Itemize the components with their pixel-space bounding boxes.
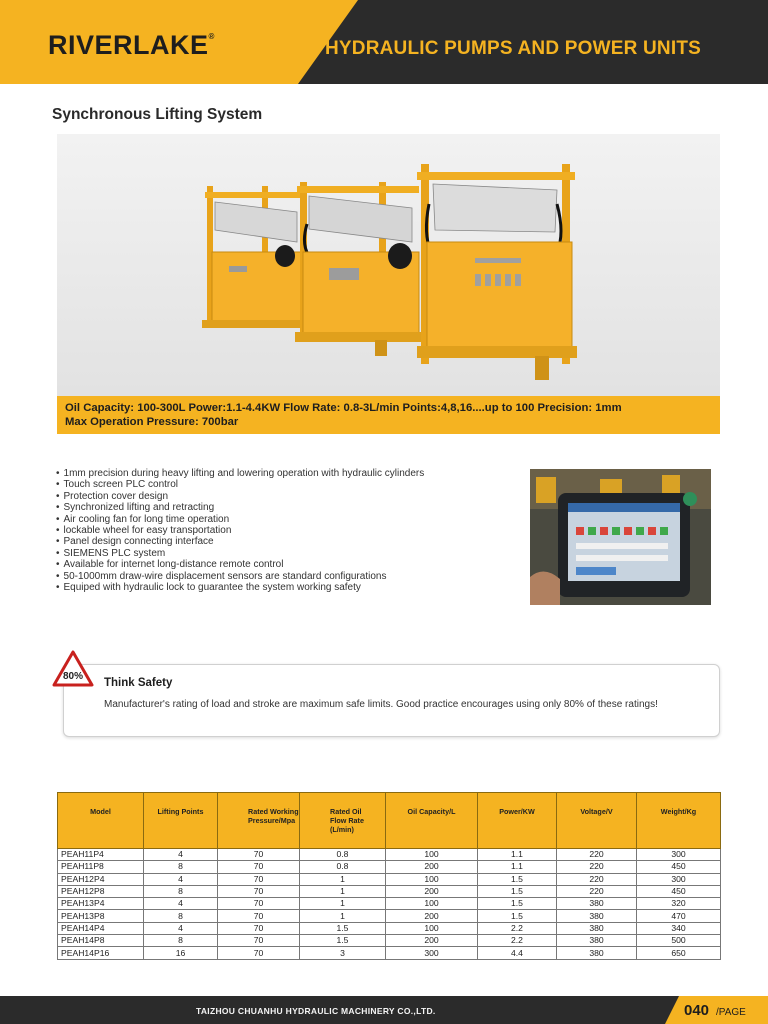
- table-cell: 70: [218, 861, 300, 873]
- table-cell: PEAH13P8: [58, 910, 144, 922]
- feature-item: • Equiped with hydraulic lock to guarantee the system working safety: [56, 582, 516, 593]
- table-cell: 100: [386, 873, 478, 885]
- table-cell: 220: [557, 873, 637, 885]
- table-cell: PEAH11P8: [58, 861, 144, 873]
- power-units-illustration: [57, 134, 720, 396]
- table-cell: 200: [386, 885, 478, 897]
- column-header-line: Oil Capacity/L: [407, 807, 456, 816]
- table-cell: 220: [557, 885, 637, 897]
- table-cell: 1.1: [478, 849, 557, 861]
- table-cell: 1: [300, 898, 386, 910]
- table-cell: 450: [637, 885, 721, 897]
- table-row: [58, 849, 721, 861]
- table-cell: 380: [557, 922, 637, 934]
- table-cell: PEAH14P16: [58, 947, 144, 959]
- table-cell: 2.2: [478, 922, 557, 934]
- table-cell: 200: [386, 861, 478, 873]
- column-header: [58, 793, 144, 849]
- feature-item: • Available for internet long-distance remote control: [56, 559, 516, 570]
- table-cell: 70: [218, 922, 300, 934]
- safety-title: Think Safety: [104, 677, 173, 689]
- table-cell: 380: [557, 898, 637, 910]
- feature-item: • lockable wheel for easy transportation: [56, 525, 516, 536]
- table-cell: 16: [144, 947, 218, 959]
- table-header-row: [58, 793, 721, 849]
- table-cell: 4: [144, 922, 218, 934]
- page-title: Synchronous Lifting System: [52, 106, 263, 123]
- table-cell: 380: [557, 947, 637, 959]
- table-cell: 200: [386, 910, 478, 922]
- column-header: [386, 793, 478, 849]
- table-cell: 650: [637, 947, 721, 959]
- plc-touchscreen-illustration: [530, 469, 711, 605]
- column-header-line: Rated Oil: [330, 807, 362, 816]
- table-cell: 300: [386, 947, 478, 959]
- table-cell: 1: [300, 885, 386, 897]
- table-cell: 380: [557, 910, 637, 922]
- feature-list: [56, 468, 516, 593]
- table-cell: 4: [144, 873, 218, 885]
- table-cell: 70: [218, 935, 300, 947]
- column-header-line: Model: [90, 807, 111, 816]
- table-row: [58, 935, 721, 947]
- table-cell: 220: [557, 849, 637, 861]
- spec-line-2: Max Operation Pressure: 700bar: [65, 415, 239, 428]
- table-cell: PEAH14P4: [58, 922, 144, 934]
- column-header-line: (L/min): [330, 825, 354, 834]
- table-cell: 8: [144, 935, 218, 947]
- feature-item: • Touch screen PLC control: [56, 479, 516, 490]
- table-cell: 320: [637, 898, 721, 910]
- page-label: /PAGE: [716, 1007, 746, 1018]
- feature-item: • Air cooling fan for long time operation: [56, 514, 516, 525]
- feature-item: • Protection cover design: [56, 491, 516, 502]
- table-cell: 70: [218, 947, 300, 959]
- column-header: [218, 793, 300, 849]
- warning-triangle-icon: [52, 650, 94, 688]
- table-row: [58, 885, 721, 897]
- table-cell: 1.5: [300, 922, 386, 934]
- table-cell: 380: [557, 935, 637, 947]
- brand-logo: RIVERLAKE®: [48, 30, 215, 60]
- table-cell: 1.5: [478, 898, 557, 910]
- table-row: [58, 922, 721, 934]
- feature-item: • 50-1000mm draw-wire displacement sensors are standard configurations: [56, 571, 516, 582]
- feature-item: • 1mm precision during heavy lifting and lowering operation with hydraulic cylinders: [56, 468, 516, 479]
- column-header-line: Flow Rate: [330, 816, 364, 825]
- spec-line-1: Oil Capacity: 100-300L Power:1.1-4.4KW Flow Rate: 0.8-3L/min Points:4,8,16....up to 100 Precision: 1mm: [65, 402, 622, 414]
- table-cell: 340: [637, 922, 721, 934]
- table-cell: 8: [144, 861, 218, 873]
- table-cell: 70: [218, 910, 300, 922]
- table-cell: 4: [144, 898, 218, 910]
- table-cell: PEAH14P8: [58, 935, 144, 947]
- table-cell: PEAH13P4: [58, 898, 144, 910]
- table-cell: 70: [218, 849, 300, 861]
- spec-summary-bar: [57, 396, 720, 434]
- table-cell: 1.1: [478, 861, 557, 873]
- catalog-section-title: HYDRAULIC PUMPS AND POWER UNITS: [325, 38, 702, 59]
- table-row: [58, 910, 721, 922]
- table-row: [58, 898, 721, 910]
- table-cell: 200: [386, 935, 478, 947]
- table-cell: 1: [300, 910, 386, 922]
- column-header: [144, 793, 218, 849]
- table-cell: 450: [637, 861, 721, 873]
- table-cell: 1.5: [300, 935, 386, 947]
- table-cell: 70: [218, 885, 300, 897]
- spec-table: [57, 792, 721, 960]
- table-cell: 0.8: [300, 861, 386, 873]
- table-row: [58, 947, 721, 959]
- company-name: TAIZHOU CHUANHU HYDRAULIC MACHINERY CO.,LTD.: [196, 1006, 436, 1016]
- table-cell: 4: [144, 849, 218, 861]
- table-cell: 8: [144, 910, 218, 922]
- column-header-line: Lifting Points: [157, 807, 204, 816]
- product-photo: [57, 134, 720, 396]
- table-cell: 1.5: [478, 885, 557, 897]
- table-cell: 70: [218, 873, 300, 885]
- table-row: [58, 873, 721, 885]
- safety-text: Manufacturer's rating of load and stroke are maximum safe limits. Good practice encourages using only 80% of these ratings!: [104, 699, 658, 710]
- table-cell: 100: [386, 849, 478, 861]
- column-header-line: Power/KW: [499, 807, 535, 816]
- column-header: [637, 793, 721, 849]
- column-header-line: Rated Working: [248, 807, 299, 816]
- touch-screen-photo: [530, 469, 711, 605]
- table-cell: PEAH12P4: [58, 873, 144, 885]
- table-cell: 70: [218, 898, 300, 910]
- feature-item: • Synchronized lifting and retracting: [56, 502, 516, 513]
- table-cell: 2.2: [478, 935, 557, 947]
- table-cell: 300: [637, 873, 721, 885]
- column-header: [557, 793, 637, 849]
- page-number: 040: [684, 1002, 710, 1019]
- column-header: [478, 793, 557, 849]
- table-cell: 300: [637, 849, 721, 861]
- column-header: [300, 793, 386, 849]
- table-cell: 500: [637, 935, 721, 947]
- feature-item: • SIEMENS PLC system: [56, 548, 516, 559]
- table-cell: 3: [300, 947, 386, 959]
- column-header-line: Voltage/V: [580, 807, 613, 816]
- table-cell: 100: [386, 898, 478, 910]
- table-cell: 4.4: [478, 947, 557, 959]
- table-cell: 1: [300, 873, 386, 885]
- table-cell: 1.5: [478, 910, 557, 922]
- table-cell: PEAH11P4: [58, 849, 144, 861]
- safety-badge-label: 80%: [62, 671, 84, 682]
- table-cell: 8: [144, 885, 218, 897]
- feature-item: • Panel design connecting interface: [56, 536, 516, 547]
- table-cell: 0.8: [300, 849, 386, 861]
- table-row: [58, 861, 721, 873]
- table-cell: 220: [557, 861, 637, 873]
- table-body: [58, 849, 721, 960]
- table-cell: PEAH12P8: [58, 885, 144, 897]
- table-cell: 1.5: [478, 873, 557, 885]
- table-cell: 470: [637, 910, 721, 922]
- column-header-line: Pressure/Mpa: [248, 816, 296, 825]
- column-header-line: Weight/Kg: [660, 807, 697, 816]
- table-cell: 100: [386, 922, 478, 934]
